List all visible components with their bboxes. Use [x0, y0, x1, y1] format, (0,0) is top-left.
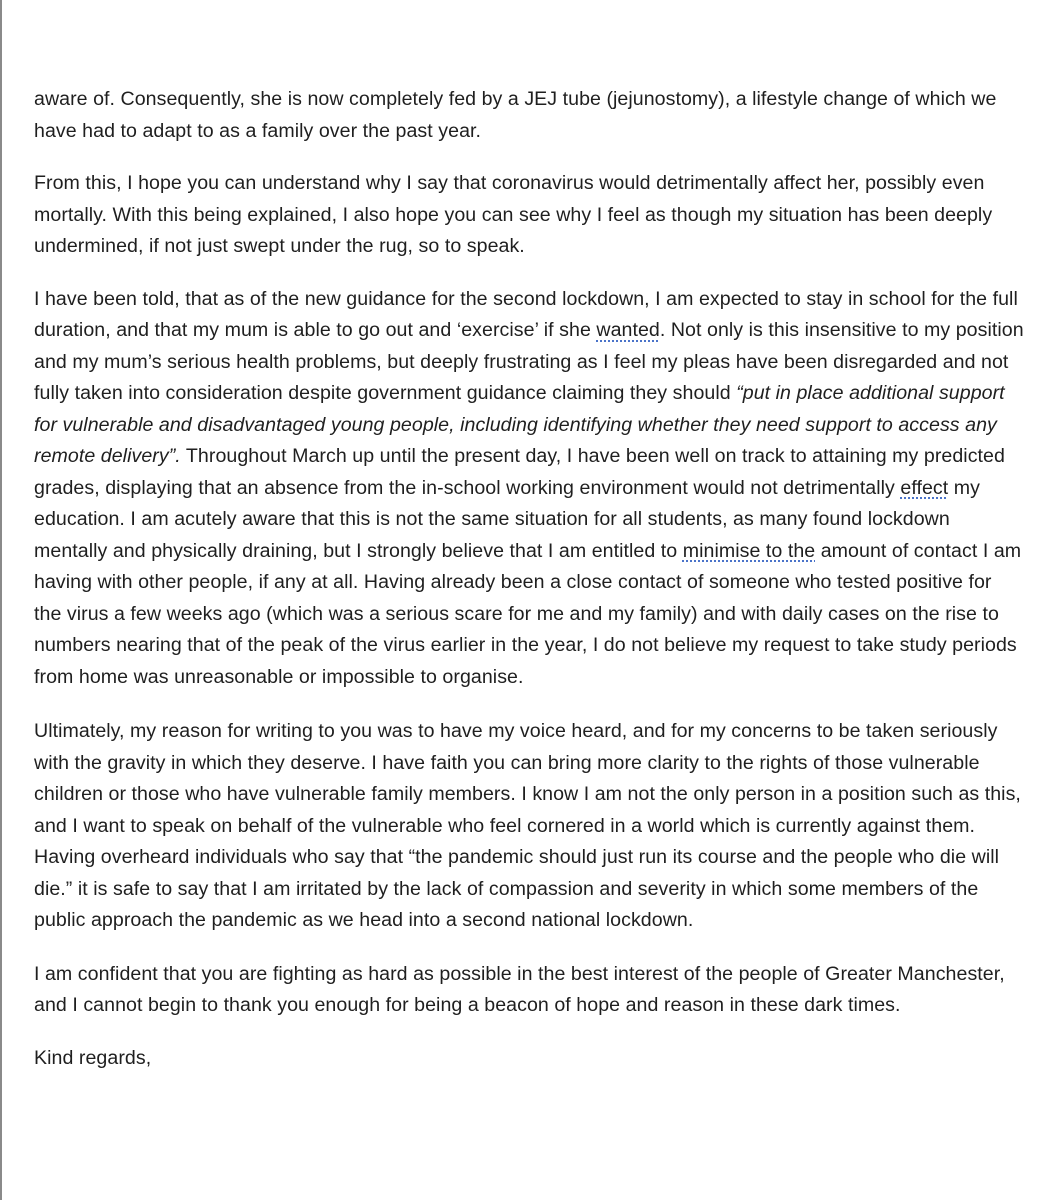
paragraph-text: amount of contact I am having with other people, if any at all. Having already been a close contact of someone who tested positive for the virus a few weeks ago (which was a serious scare for me and my family) and with daily cases on the rise to numbers nearing that of the peak of the virus earlier in the year, I do not believe my request to take study periods from home was unreasonable or impossible to organise.: [34, 539, 1022, 688]
grammar-flagged-word: minimise to the: [682, 539, 816, 562]
grammar-flagged-word: wanted: [596, 319, 660, 341]
paragraph-text: Throughout March up until the present day, I have been well on track to attaining my predicted grades, displaying that an absence from the in-school working environment would not detrimentally: [34, 445, 1005, 499]
paragraph-jej-tube: aware of. Consequently, she is now completely fed by a JEJ tube (jejunostomy), a lifestyle change of which we have had to adapt to as a family over the past year.: [34, 88, 997, 142]
government-guidance-quote: “put in place additional support for vulnerable and disadvantaged young people, including identifying whether they need support to access any remote delivery”.: [34, 382, 1005, 467]
grammar-flagged-word: effect: [900, 476, 949, 499]
paragraph-text: my education. I am acutely aware that this is not the same situation for all students, as many found lockdown mentally and physically draining, but I strongly believe that I am entitled to: [34, 476, 980, 562]
paragraph-text: I have been told, that as of the new guidance for the second lockdown, I am expected to stay in school for the full duration, and that my mum is able to go out and ‘exercise’ if she: [34, 287, 1018, 341]
paragraph-voice-heard: Ultimately, my reason for writing to you was to have my voice heard, and for my concerns to be taken seriously with the gravity in which they deserve. I have faith you can bring more clarity to the rights of those vulnerable children or those who have vulnerable family members. I know I am not the only person in a position such as this, and I want to speak on behalf of the vulnerable who feel cornered in a world which is currently against them. Having overheard individuals who say that “the pandemic should just run its course and the people who die will die.” it is safe to say that I am irritated by the lack of compassion and severity in which some members of the public approach the pandemic as we head into a second national lockdown.: [34, 720, 1021, 931]
paragraph-thanks: I am confident that you are fighting as hard as possible in the best interest of the people of Greater Manchester, and I cannot begin to thank you enough for being a beacon of hope and reason in these dark times.: [34, 962, 1005, 1016]
letter-body: [34, 84, 1024, 1095]
closing-salutation: Kind regards,: [34, 1046, 152, 1069]
paragraph-text: . Not only is this insensitive to my position and my mum’s serious health problems, but deeply frustrating as I feel my pleas have been disregarded and not fully taken into consideration despite government guidance claiming they should: [34, 319, 1024, 404]
paragraph-coronavirus-risk: From this, I hope you can understand why I say that coronavirus would detrimentally affect her, possibly even mortally. With this being explained, I also hope you can see why I feel as though my situation has been deeply undermined, if not just swept under the rug, so to speak.: [34, 172, 993, 257]
paragraph-lockdown-guidance: [34, 284, 1024, 694]
